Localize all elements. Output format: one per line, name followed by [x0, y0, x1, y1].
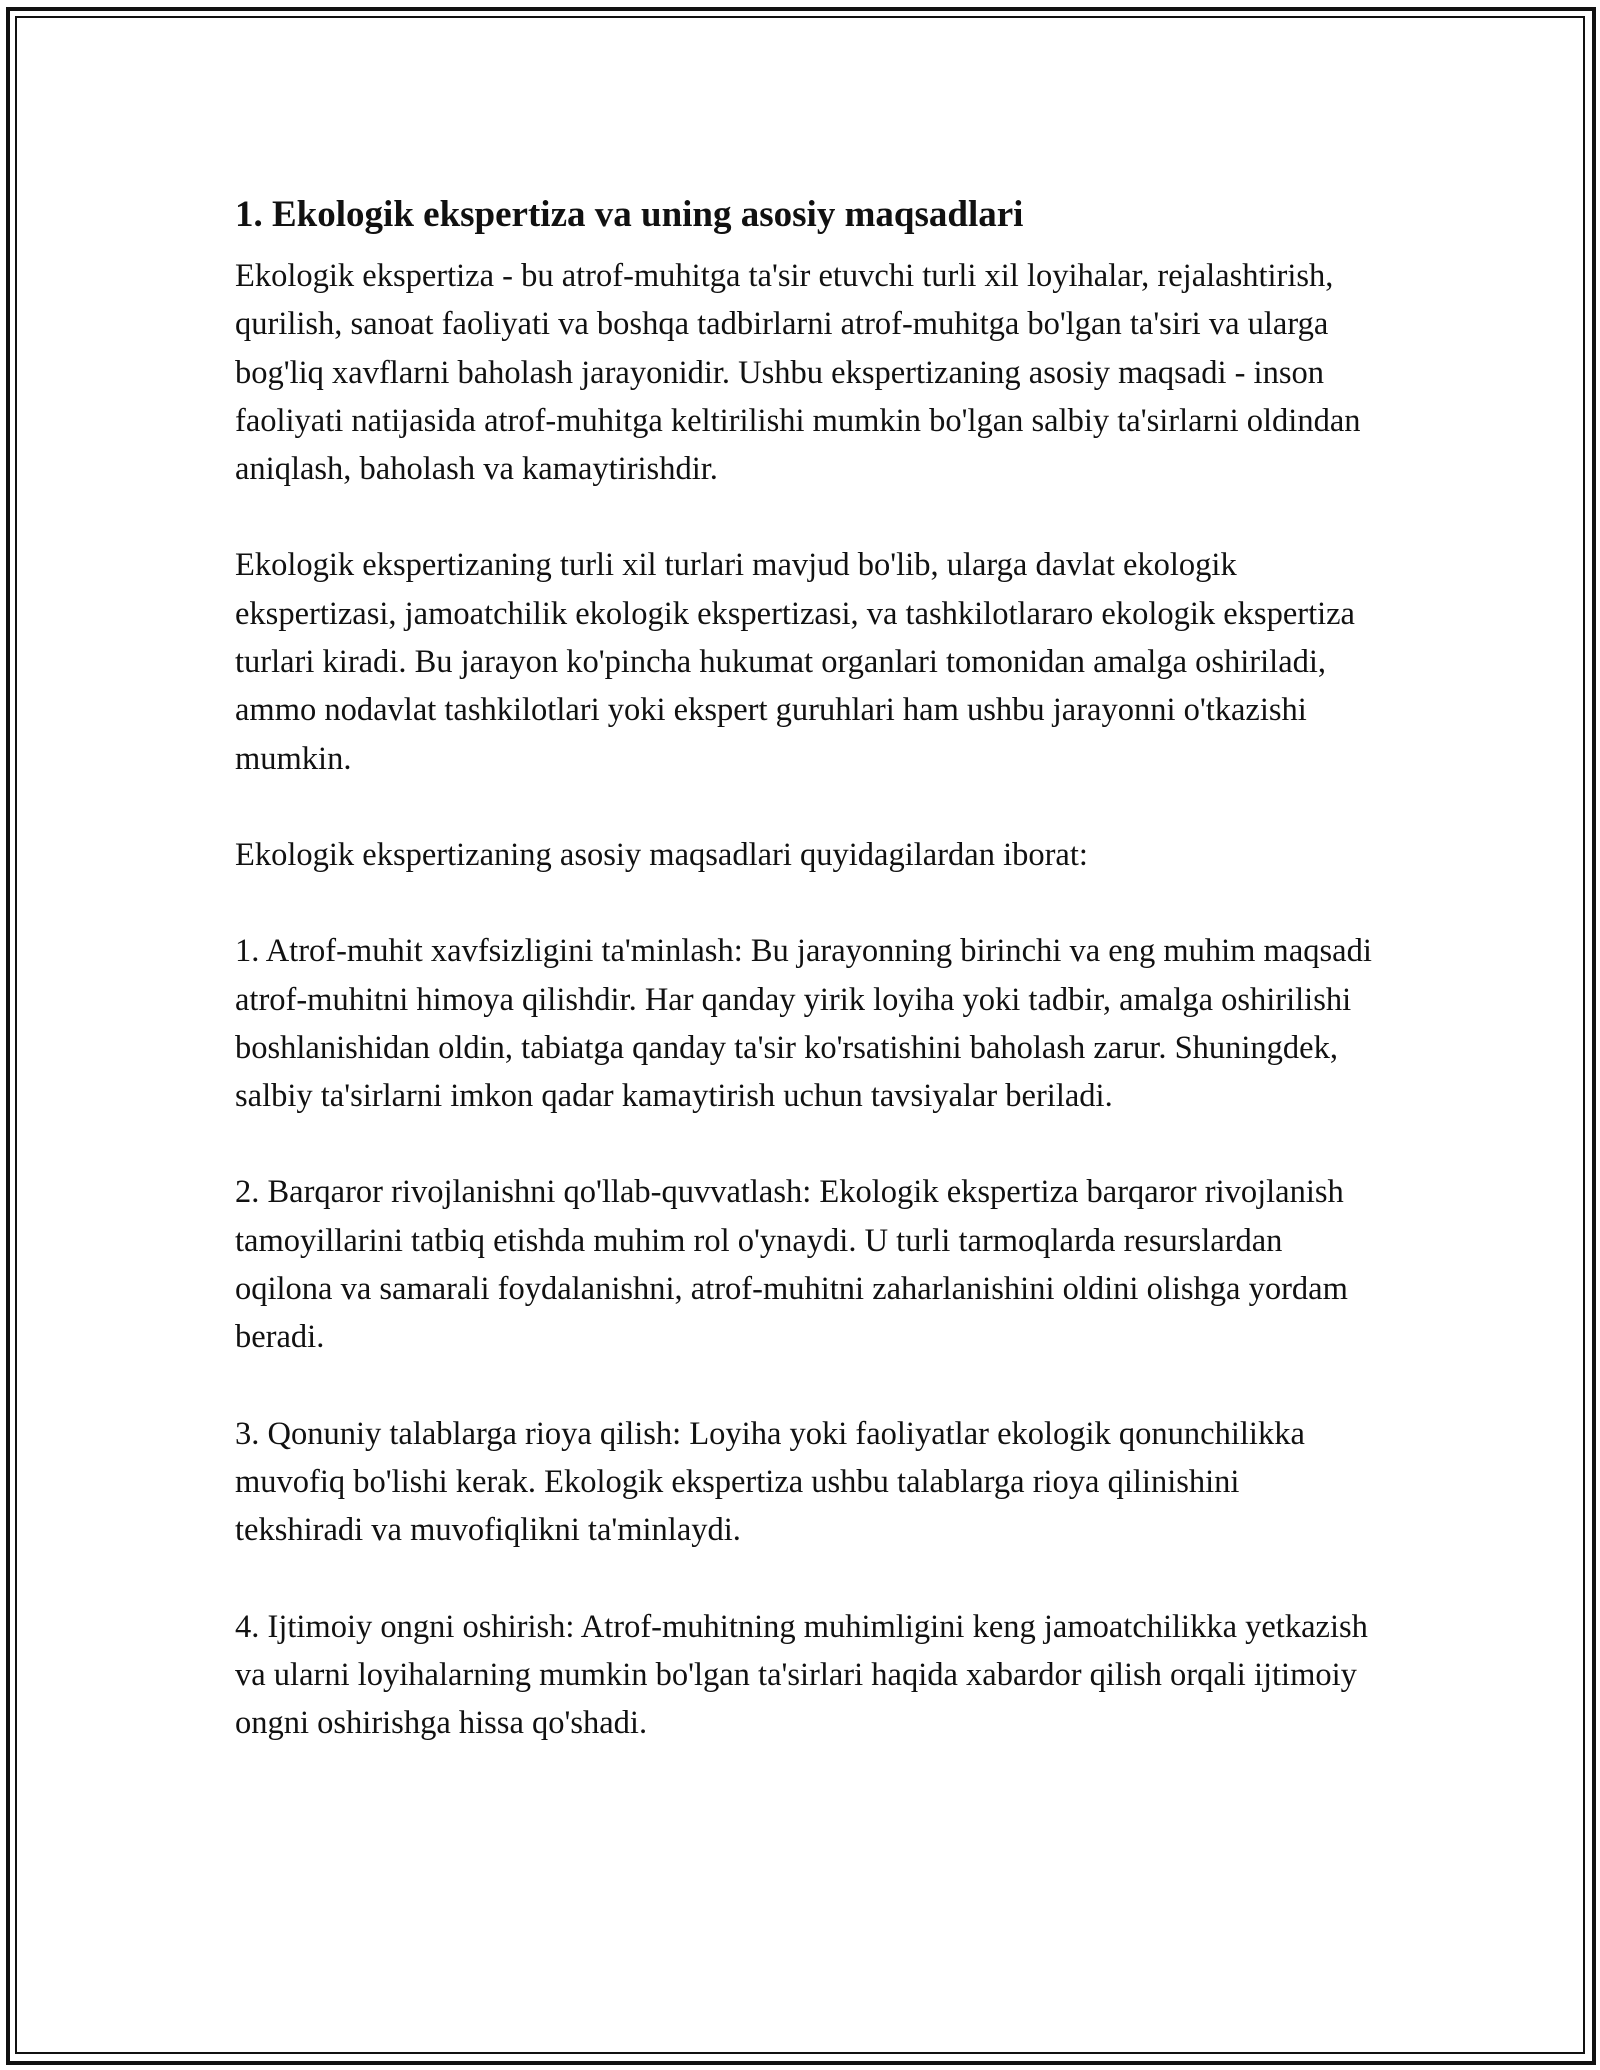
- section-heading: 1. Ekologik ekspertiza va uning asosiy maqsadlari: [235, 194, 1024, 235]
- list-item-goal-1: 1. Atrof-muhit xavfsizligini ta'minlash: Bu jarayonning birinchi va eng muhim maqsadi atrof-muhitni himoya qilishdir. Har qanday yirik loyiha yoki tadbir, amalga oshirilishi boshlanishidan oldin, tabiatga qanday ta'sir ko'rsatishini baholash zarur. Shuningdek, salbiy ta'sirlarni imkon qadar kamaytirish uchun tavsiyalar beriladi.: [235, 933, 1372, 1115]
- paragraph-goals-intro: Ekologik ekspertizaning asosiy maqsadlari quyidagilardan iborat:: [235, 836, 1088, 873]
- list-item-goal-3: 3. Qonuniy talablarga rioya qilish: Loyiha yoki faoliyatlar ekologik qonunchilikka muvofiq bo'lishi kerak. Ekologik ekspertiza ushbu talablarga rioya qilinishini tekshiradi va muvofiqlikni ta'minlaydi.: [235, 1415, 1305, 1549]
- list-item-goal-2: 2. Barqaror rivojlanishni qo'llab-quvvatlash: Ekologik ekspertiza barqaror rivojlanish tamoyillarini tatbiq etishda muhim rol o'ynaydi. U turli tarmoqlarda resurslardan oqilona va samarali foydalanishni, atrof-muhitni zaharlanishini oldini olishga yordam beradi.: [235, 1174, 1348, 1356]
- paragraph-types: Ekologik ekspertizaning turli xil turlari mavjud bo'lib, ularga davlat ekologik ekspertizasi, jamoatchilik ekologik ekspertizasi, va tashkilotlararo ekologik ekspertiza turlari kiradi. Bu jarayon ko'pincha hukumat organlari tomonidan amalga oshiriladi, ammo nodavlat tashkilotlari yoki ekspert guruhlari ham ushbu jarayonni o'tkazishi mumkin.: [235, 547, 1355, 777]
- list-item-goal-4: 4. Ijtimoiy ongni oshirish: Atrof-muhitning muhimligini keng jamoatchilikka yetkazish va ularni loyihalarning mumkin bo'lgan ta'sirlari haqida xabardor qilish orqali ijtimoiy ongni oshirishga hissa qo'shadi.: [235, 1608, 1368, 1742]
- paragraph-definition: Ekologik ekspertiza - bu atrof-muhitga ta'sir etuvchi turli xil loyihalar, rejalashtirish, qurilish, sanoat faoliyati va boshqa tadbirlarni atrof-muhitga bo'lgan ta'siri va ularga bog'liq xavflarni baholash jarayonidir. Ushbu ekspertizaning asosiy maqsadi - inson faoliyati natijasida atrof-muhitga keltirilishi mumkin bo'lgan salbiy ta'sirlarni oldindan aniqlash, baholash va kamaytirishdir.: [235, 258, 1361, 488]
- document-body: [235, 186, 1375, 1795]
